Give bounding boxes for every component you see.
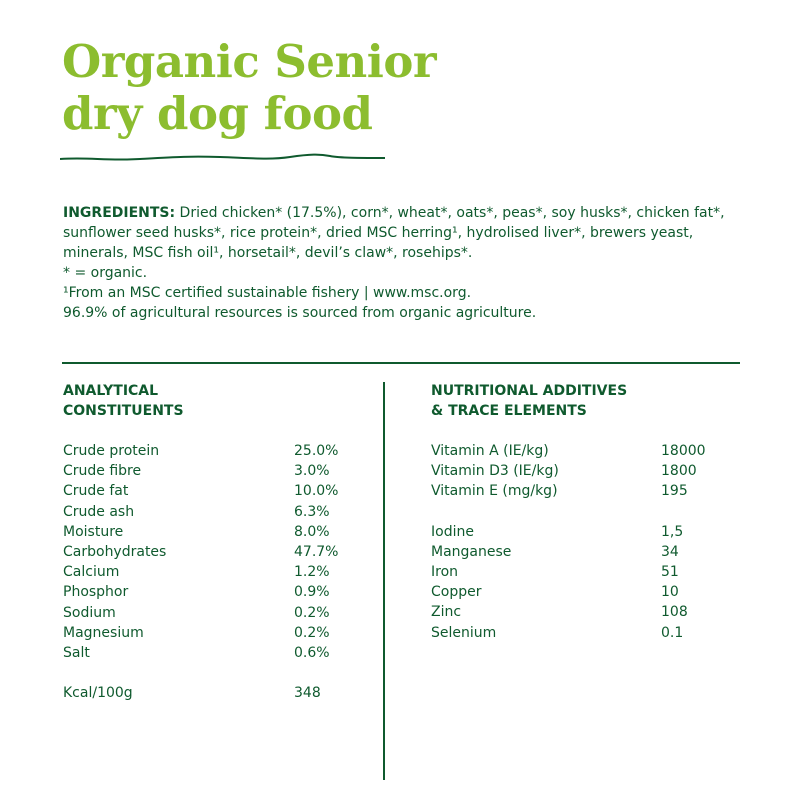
- energy-label: Kcal/100g: [63, 685, 133, 702]
- row-label: Sodium: [63, 604, 116, 621]
- table-row: [63, 522, 363, 542]
- table-row: [431, 602, 741, 622]
- ingredients-list: [63, 203, 743, 263]
- row-label: Salt: [63, 644, 90, 661]
- row-value: 3.0%: [294, 463, 330, 480]
- table-row: [63, 582, 363, 602]
- ingredients-text: Dried chicken* (17.5%), corn*, wheat*, oats*, peas*, soy husks*, chicken fat*, sunflower seed husks*, rice protein*, dried MSC herring¹, hydrolised liver*, brewers yeast, minerals, MSC fish oil¹, horsetail*, devil’s claw*, rosehips*.: [63, 205, 725, 261]
- analytical-table: [63, 441, 363, 663]
- row-value: 25.0%: [294, 443, 339, 459]
- row-label: Crude protein: [63, 443, 160, 459]
- row-label: Moisture: [63, 523, 124, 540]
- row-value: 0.1: [661, 624, 684, 641]
- ingredients-section: [63, 203, 743, 323]
- title-line-2: dry dog food: [62, 87, 373, 140]
- table-row: [431, 562, 741, 582]
- energy-value: 348: [294, 685, 321, 702]
- ingredients-label: INGREDIENTS:: [63, 205, 176, 221]
- table-row: [63, 603, 363, 623]
- row-label: Iron: [431, 563, 459, 580]
- analytical-heading: ANALYTICAL CONSTITUENTS: [63, 383, 184, 419]
- row-value: 47.7%: [294, 543, 339, 560]
- vitamins-table: [431, 441, 741, 502]
- row-label: Iodine: [431, 523, 474, 540]
- table-row: [431, 542, 741, 562]
- msc-note: ¹From an MSC certified sustainable fishery | www.msc.org.: [63, 285, 472, 301]
- row-label: Phosphor: [63, 584, 129, 601]
- table-row: [431, 582, 741, 602]
- vertical-divider: [383, 382, 385, 780]
- table-row: [431, 461, 741, 481]
- row-value: 1,5: [661, 523, 684, 540]
- row-label: Zinc: [431, 604, 462, 621]
- row-label: Vitamin A (IE/kg): [431, 443, 549, 459]
- row-value: 0.2%: [294, 604, 330, 621]
- row-value: 1.2%: [294, 564, 330, 581]
- nutritional-additives: [431, 381, 741, 643]
- table-row: [63, 481, 363, 501]
- table-row: [63, 623, 363, 643]
- table-row: [431, 623, 741, 643]
- table-row: [63, 562, 363, 582]
- table-row: [63, 542, 363, 562]
- row-label: Calcium: [63, 564, 120, 581]
- row-label: Manganese: [431, 543, 512, 560]
- row-value: 34: [661, 543, 679, 560]
- wavy-underline: [60, 150, 385, 166]
- energy-row: [63, 683, 363, 703]
- row-label: Copper: [431, 584, 482, 601]
- row-value: 18000: [661, 443, 706, 459]
- row-label: Crude fat: [63, 483, 129, 500]
- table-row: [63, 643, 363, 663]
- analytical-constituents: [63, 381, 363, 703]
- page-title: [62, 36, 436, 140]
- row-value: 51: [661, 563, 679, 580]
- row-value: 1800: [661, 463, 697, 480]
- title-line-1: Organic Senior: [62, 35, 437, 88]
- row-label: Selenium: [431, 624, 497, 641]
- row-label: Crude fibre: [63, 463, 142, 480]
- row-value: 10.0%: [294, 483, 339, 500]
- table-row: [63, 461, 363, 481]
- horizontal-divider: [62, 362, 740, 364]
- table-row: [431, 441, 741, 461]
- row-value: 0.6%: [294, 644, 330, 661]
- trace-elements-table: [431, 522, 741, 643]
- table-row: [431, 481, 741, 501]
- row-label: Vitamin D3 (IE/kg): [431, 463, 559, 480]
- table-row: [431, 522, 741, 542]
- additives-heading: NUTRITIONAL ADDITIVES & TRACE ELEMENTS: [431, 383, 628, 419]
- row-value: 195: [661, 483, 688, 500]
- row-value: 108: [661, 604, 688, 621]
- table-row: [63, 441, 363, 461]
- table-row: [63, 502, 363, 522]
- row-value: 6.3%: [294, 503, 330, 520]
- row-value: 10: [661, 584, 679, 601]
- agriculture-note: 96.9% of agricultural resources is sourced from organic agriculture.: [63, 305, 537, 321]
- organic-note: * = organic.: [63, 265, 148, 281]
- row-value: 8.0%: [294, 523, 330, 540]
- row-value: 0.9%: [294, 584, 330, 601]
- row-label: Crude ash: [63, 503, 135, 520]
- row-label: Carbohydrates: [63, 543, 167, 560]
- row-value: 0.2%: [294, 624, 330, 641]
- row-label: Magnesium: [63, 624, 144, 641]
- row-label: Vitamin E (mg/kg): [431, 483, 558, 500]
